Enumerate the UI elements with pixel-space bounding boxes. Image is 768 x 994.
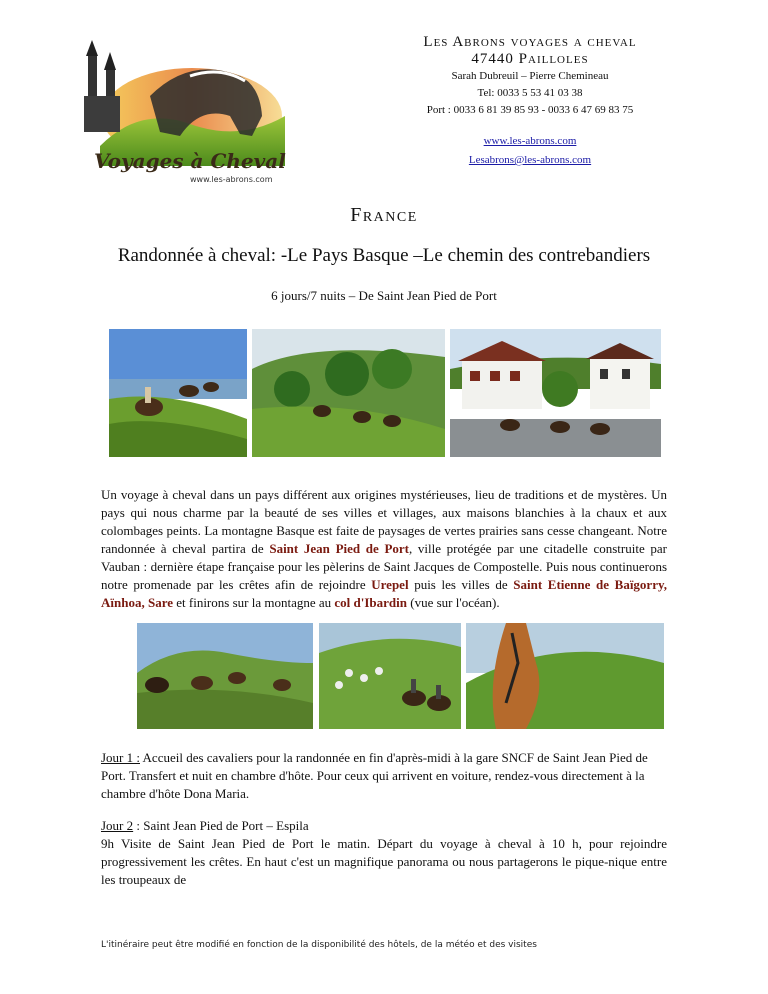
company-address: 47440 Pailloles xyxy=(471,51,589,67)
day-1-text: Accueil des cavaliers pour la randonnée en fin d'après-midi à la gare SNCF de Saint Jean Pied de Port. Transfert et nuit en chambre d'hôte. Pour ceux qui arrivent en voiture, rendez-vous directement à la chambre d'hôte Dona Maria. xyxy=(101,750,648,801)
photo-riders-summit xyxy=(137,623,313,729)
intro-text-5: (vue sur l'océan). xyxy=(407,595,500,610)
website-link[interactable]: www.les-abrons.com xyxy=(483,135,577,147)
contact-tel: Tel: 0033 5 53 41 03 38 xyxy=(477,87,583,99)
company-name: Les Abrons voyages a cheval xyxy=(423,34,637,50)
intro-text-2: , ville protégée par une citadelle construite par Vauban : dernière étape française pour les pèlerins de Saint Jacques de Compostelle. Puis nous continuerons notre promenade par les crêtes afin de rejoindre xyxy=(101,541,668,592)
day-1-label: Jour 1 : xyxy=(101,750,140,765)
place-saint-jean: Saint Jean Pied de Port xyxy=(269,541,409,556)
photo-basque-village xyxy=(450,329,661,457)
footer-note: L'itinéraire peut être modifié en fonction de la disponibilité des hôtels, de la météo et des visites xyxy=(101,940,537,950)
intro-paragraph xyxy=(101,486,667,612)
photo-riders-forest-trail xyxy=(252,329,445,457)
place-urepel: Urepel xyxy=(371,577,409,592)
contact-block xyxy=(400,34,660,169)
place-col-ibardin: col d'Ibardin xyxy=(334,595,407,610)
photo-riders-sheep xyxy=(319,623,461,729)
company-logo xyxy=(80,36,290,186)
contact-port: Port : 0033 6 81 39 85 93 - 0033 6 47 69 83 75 xyxy=(426,104,634,116)
country-title: France xyxy=(350,204,418,226)
ride-title: Randonnée à cheval: -Le Pays Basque –Le chemin des contrebandiers xyxy=(117,245,651,266)
day-2-paragraph: 9h Visite de Saint Jean Pied de Port le matin. Départ du voyage à cheval à 10 h, pour rejoindre progressivement les crêtes. En haut c'est un magnifique panorama ou nous partagerons le pique-nique entre les troupeaux de xyxy=(101,836,667,887)
logo-title: Voyages à Cheval xyxy=(94,149,286,173)
photo-horse-view xyxy=(466,623,664,729)
day-2-label: Jour 2 xyxy=(101,818,134,833)
contact-people: Sarah Dubreuil – Pierre Chemineau xyxy=(451,70,609,82)
logo-url: www.les-abrons.com xyxy=(190,175,273,184)
photo-riders-hillside xyxy=(109,329,247,457)
intro-text-4: et finirons sur la montagne au xyxy=(173,595,335,610)
intro-text-1: Un voyage à cheval dans un pays différent aux origines mystérieuses, lieu de traditions et de mystères. Un pays qui nous charme par la beauté de ses villes et villages, aux maisons blanchies à la chaux et aux colombages peints. La montagne Basque est faite de paysages de vertes prairies sans cesse changeant. Notre randonnée à cheval partira de xyxy=(101,487,667,556)
place-towns: Saint Etienne de Baïgorry, Aïnhoa, Sare xyxy=(101,577,668,610)
email-link[interactable]: Lesabrons@les-abrons.com xyxy=(468,154,592,166)
day-1-paragraph xyxy=(101,749,667,803)
duration-subtitle: 6 jours/7 nuits – De Saint Jean Pied de Port xyxy=(271,288,497,303)
day-2-title: : Saint Jean Pied de Port – Espila xyxy=(133,818,309,833)
day-2-heading xyxy=(101,817,667,835)
intro-text-3: puis les villes de xyxy=(408,577,514,592)
